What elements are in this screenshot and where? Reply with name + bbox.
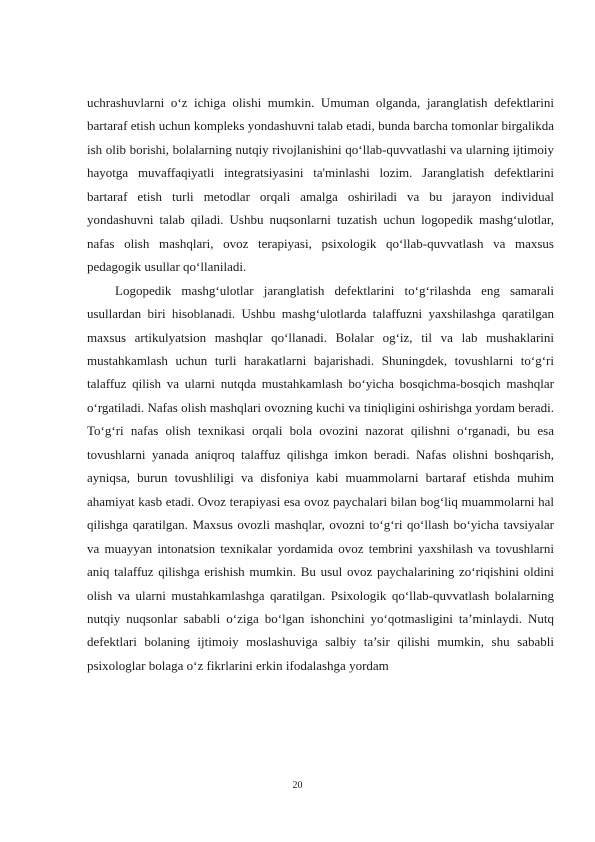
paragraph-logopedic-sessions: Logopedik mashg‘ulotlar jaranglatish defektlarini to‘g‘rilashda eng samarali usullardan biri hisoblanadi. Ushbu mashg‘ulotlarda talaffuzni yaxshilashga qaratilgan maxsus artikulyatsion mashqlar qo‘llanadi. Bolalar og‘iz, til va lab mushaklarini mustahkamlash uchun turli harakatlarni bajarishadi. Shuningdek, tovushlarni to‘g‘ri talaffuz qilish va ularni nutqda mustahkamlash bo‘yicha bosqichma-bosqich mashqlar o‘rgatiladi. Nafas olish mashqlari ovozning kuchi va tiniqligini oshirishga yordam beradi. To‘g‘ri nafas olish texnikasi orqali bola ovozini nazorat qilishni o‘rganadi, bu esa tovushlarni yanada aniqroq talaffuz qilishga imkon beradi. Nafas olishni boshqarish, ayniqsa, burun tovushliligi va disfoniya kabi muammolarni bartaraf etishda muhim ahamiyat kasb etadi. Ovoz terapiyasi esa ovoz paychalari bilan bog‘liq muammolarni hal qilishga qaratilgan. Maxsus ovozli mashqlar, ovozni to‘g‘ri qo‘llash bo‘yicha tavsiyalar va muayyan intonatsion texnikalar yordamida ovoz tembrini yaxshilash va tovushlarni aniq talaffuz qilishga erishish mumkin. Bu usul ovoz paychalarining zo‘riqishini oldini olish va ularni mustahkamlashga qaratilgan. Psixologik qo‘llab-quvvatlash bolalarning nutqiy nuqsonlar sababli o‘ziga bo‘lgan ishonchini yo‘qotmasligini ta’minlaydi. Nutq defektlari bolaning ijtimoiy moslashuviga salbiy ta’sir qilishi mumkin, shu sababli psixologlar bolaga o‘z fikrlarini erkin ifodalashga yordam	[87, 282, 554, 673]
paragraph-continuation: uchrashuvlarni o‘z ichiga olishi mumkin. Umuman olganda, jaranglatish defektlarini bartaraf etish uchun kompleks yondashuvni talab etadi, bunda barcha tomonlar birgalikda ish olib borishi, bolalarning nutqiy rivojlanishini qo‘llab-quvvatlashi va ularning ijtimoiy hayotga muvaffaqiyatli integratsiyasini ta'minlashi lozim. Jaranglatish defektlarini bartaraf etish turli metodlar orqali amalga oshiriladi va bu jarayon individual yondashuvni talab qiladi. Ushbu nuqsonlarni tuzatish uchun logopedik mashg‘ulotlar, nafas olish mashqlari, ovoz terapiyasi, psixologik qo‘llab-quvvatlash va maxsus pedagogik usullar qo‘llaniladi.	[87, 95, 554, 275]
page-number: 20	[292, 780, 303, 791]
body-text	[87, 91, 554, 677]
